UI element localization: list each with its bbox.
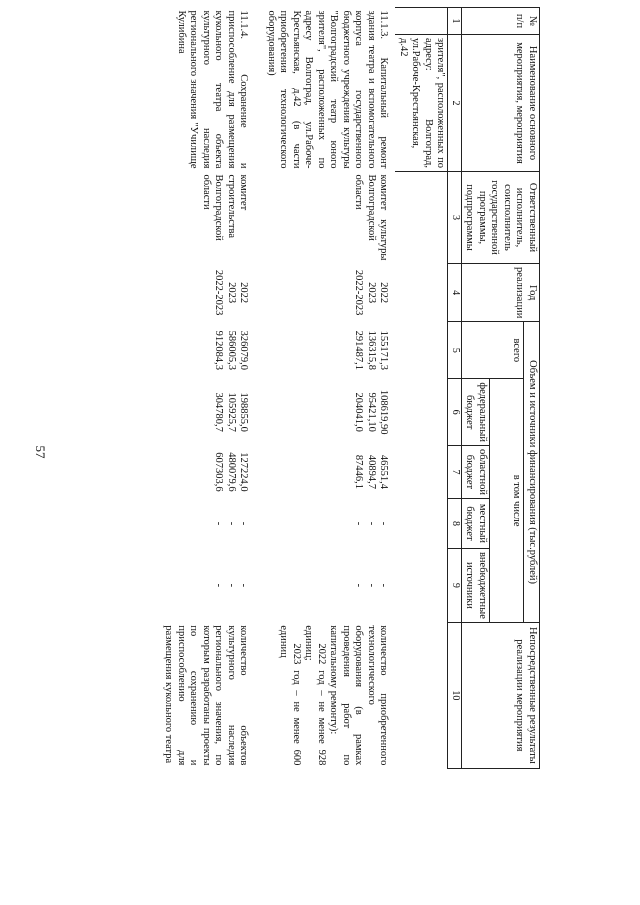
- continuation-row: [396, 8, 449, 769]
- table-row: [161, 8, 264, 769]
- row-offbudget: [161, 548, 264, 622]
- header-num: № п/п: [462, 8, 540, 35]
- row-regional: [161, 445, 264, 498]
- results-text: количество приобретенного технологического оборудования (в рамках проведения работ по капитальному ремонту):: [328, 625, 390, 766]
- continuation-text: зрителя", расположенных по адресу: Волгоград, ул.Рабоче-Крестьянская, д.42: [396, 35, 449, 172]
- row-offbudget: [264, 548, 396, 622]
- year-value: 2022-2023: [353, 269, 365, 316]
- federal-value: 105925,7: [226, 392, 237, 432]
- row-executor: комитет строительства Волгоградской области: [201, 174, 250, 241]
- row-results: [264, 622, 396, 768]
- column-number: 2: [448, 35, 462, 172]
- results-line: 2022 год – не менее 928 единиц;: [303, 625, 327, 766]
- continuation-num-cell: [396, 8, 449, 35]
- column-number: 5: [448, 322, 462, 379]
- regional-value: 127224,0: [238, 452, 250, 492]
- regional-value: 46551,4: [378, 454, 390, 490]
- column-numbers-row: [448, 8, 462, 769]
- header-total: всего: [462, 322, 525, 379]
- column-number: 6: [448, 379, 462, 446]
- row-executor: комитет культуры Волгоградской области: [353, 174, 390, 261]
- row-total: [264, 322, 396, 379]
- row-name: Капитальный ремонт здания театра и вспомогательного корпуса государственного бюджетного учреждения культуры "Волгоградский театр юного зрителя", расположенных по адресу Волгоград, ул.Рабоче-Крестьянская, д.42 (в части приобретения технологического оборудования): [266, 10, 390, 169]
- row-results: количество объектов культурного наследия регионального значения, по которым разработаны проекты по сохранению и приспособлению для размещения кукольного театра: [163, 625, 250, 766]
- federal-value: 198855,0: [238, 392, 250, 432]
- empty-cell: [396, 264, 449, 322]
- row-total: [161, 322, 264, 379]
- header-regional: областной бюджет: [462, 445, 490, 498]
- total-value: 326079,0: [238, 330, 250, 371]
- offbudget-value: -: [366, 583, 377, 588]
- row-local: [161, 498, 264, 548]
- header-name: Наименование основного мероприятия, мероприятия: [462, 35, 540, 172]
- regional-value: 40894,7: [366, 454, 377, 490]
- empty-cell: [396, 322, 449, 379]
- row-local: [264, 498, 396, 548]
- local-value: -: [238, 521, 250, 526]
- table-row: [264, 8, 396, 769]
- empty-cell: [396, 498, 449, 548]
- row-years: [264, 264, 396, 322]
- column-number: 1: [448, 8, 462, 35]
- column-number: 3: [448, 172, 462, 264]
- row-regional: [264, 445, 396, 498]
- local-value: -: [213, 521, 225, 526]
- results-line: 2023 год – не менее 600 единиц: [278, 625, 302, 766]
- federal-value: 95421,10: [366, 392, 377, 432]
- federal-value: 108619,90: [378, 389, 390, 435]
- year-value: 2022-2023: [213, 269, 225, 316]
- header-including: в том числе: [490, 379, 525, 623]
- offbudget-value: -: [378, 583, 390, 588]
- federal-value: 304780,7: [213, 392, 225, 432]
- empty-cell: [396, 622, 449, 768]
- year-value: 2023: [226, 282, 237, 304]
- header-row-1: [524, 8, 540, 769]
- column-number: 9: [448, 548, 462, 622]
- header-finance: Объем и источники финансирования (тыс.рублей): [524, 322, 540, 623]
- total-value: 586005,3: [226, 330, 237, 371]
- empty-cell: [396, 445, 449, 498]
- local-value: -: [353, 521, 365, 526]
- local-value: -: [226, 521, 237, 526]
- column-number: 4: [448, 264, 462, 322]
- header-federal: федеральный бюджет: [462, 379, 490, 446]
- row-name-cell: [161, 8, 264, 172]
- total-value: 912084,3: [213, 330, 225, 371]
- local-value: -: [366, 521, 377, 526]
- row-num: 11.1.3.: [378, 10, 390, 39]
- regional-value: 87446,1: [353, 454, 365, 490]
- total-value: 291487,1: [353, 330, 365, 371]
- header-results: Непосредственные результаты реализации мероприятия: [462, 622, 540, 768]
- column-number: 10: [448, 622, 462, 768]
- year-value: 2022: [378, 282, 390, 304]
- header-year: Год реализации: [462, 264, 540, 322]
- row-name: Сохранение и приспособление для размещения кукольного театра объекта культурного наследия регионального значения "Училище Кулибина: [176, 10, 250, 169]
- empty-cell: [396, 379, 449, 446]
- empty-cell: [396, 548, 449, 622]
- column-number: 7: [448, 445, 462, 498]
- regional-value: 607303,6: [213, 452, 225, 492]
- federal-value: 204041,0: [353, 392, 365, 432]
- column-number: 8: [448, 498, 462, 548]
- row-num: 11.1.4.: [238, 10, 250, 39]
- row-federal: [161, 379, 264, 446]
- header-offbudget: внебюджетные источники: [462, 548, 490, 622]
- header-executor: Ответственный исполнитель, соисполнитель государственной программы, подпрограммы: [462, 172, 540, 264]
- row-years: [161, 264, 264, 322]
- offbudget-value: -: [226, 583, 237, 588]
- offbudget-value: -: [353, 583, 365, 588]
- program-table: [161, 7, 540, 769]
- row-name-cell: [264, 8, 396, 172]
- year-value: 2023: [366, 282, 377, 304]
- offbudget-value: -: [213, 583, 225, 588]
- page-number: 57: [33, 445, 48, 459]
- row-federal: [264, 379, 396, 446]
- total-value: 155171,3: [378, 330, 390, 371]
- year-value: 2022: [238, 282, 250, 304]
- empty-cell: [396, 172, 449, 264]
- header-local: местный бюджет: [462, 498, 490, 548]
- local-value: -: [378, 521, 390, 526]
- offbudget-value: -: [238, 583, 250, 588]
- total-value: 136315,8: [366, 330, 377, 371]
- regional-value: 480079,6: [226, 452, 237, 492]
